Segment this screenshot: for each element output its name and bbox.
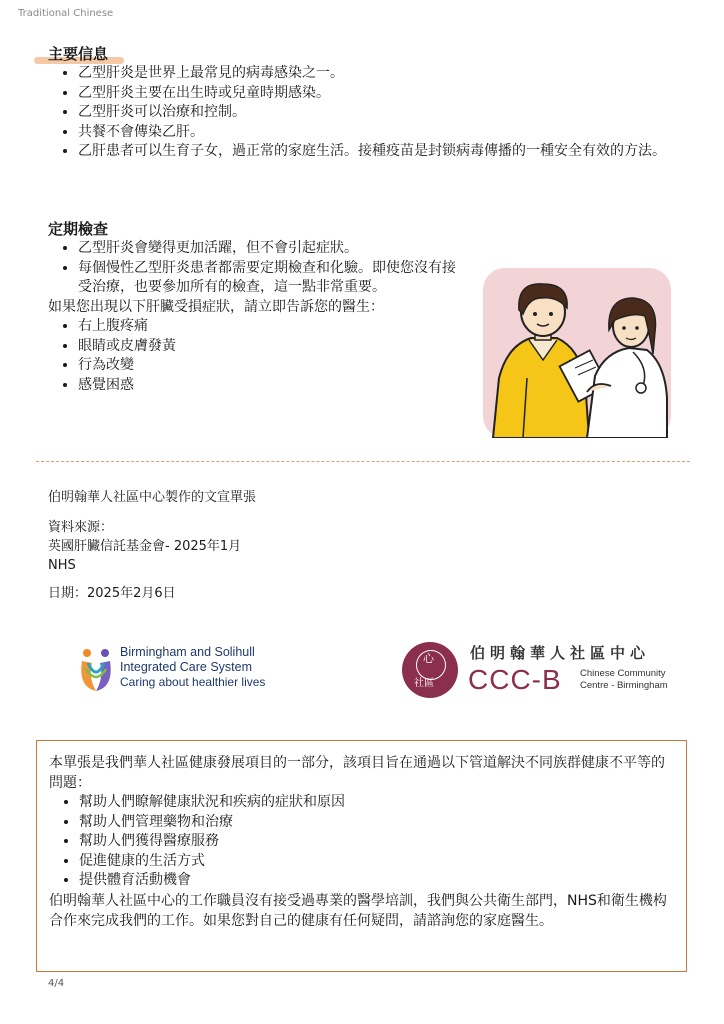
icb-line2: Integrated Care System <box>120 660 253 674</box>
language-label: Traditional Chinese <box>18 8 114 19</box>
symptoms-intro: 如果您出現以下肝臟受損症狀，請立即告訴您的醫生： <box>48 298 384 315</box>
source-item: NHS <box>48 558 76 573</box>
sources-label: 資料來源： <box>48 520 114 535</box>
cccb-logo <box>402 640 668 700</box>
page-number: 4/4 <box>48 978 65 989</box>
cccb-seal-icon <box>402 642 458 698</box>
leaflet-date: 日期：2025年2月6日 <box>48 586 176 601</box>
notice-box <box>36 740 687 972</box>
cccb-en-line2: Centre - Birmingham <box>580 680 668 691</box>
icb-line1: Birmingham and Solihull <box>120 645 255 659</box>
list-item: • 提供體育活動機會 <box>79 871 673 891</box>
icb-tagline: Caring about healthier lives <box>120 675 266 689</box>
key-info-section <box>48 44 666 162</box>
cccb-chinese-name: 伯明翰華人社區中心 <box>470 644 651 662</box>
seal-bottom-chars: 社區 <box>414 678 434 689</box>
doctor-patient-illustration <box>483 268 671 438</box>
list-item: • 每個慢性乙型肝炎患者都需要定期檢查和化驗。即使您沒有接受治療，也要參加所有的檢查，這一點非常重要。 <box>78 259 468 298</box>
key-info-title <box>48 44 108 64</box>
checkups-title: 定期檢查 <box>48 220 109 238</box>
icb-people-icon <box>78 647 114 693</box>
produced-by: 伯明翰華人社區中心製作的文宣單張 <box>48 490 257 505</box>
checkups-list <box>48 239 468 298</box>
key-info-title-text: 主要信息 <box>48 45 109 63</box>
list-item: • 共餐不會傳染乙肝。 <box>78 123 698 143</box>
cccb-abbr: CCC-B <box>468 664 562 695</box>
list-item: • 幫助人們獲得醫療服務 <box>79 832 673 852</box>
list-item: • 乙型肝炎是世界上最常見的病毒感染之一。 <box>78 64 698 84</box>
seal-top-char: 心 <box>423 652 434 665</box>
list-item: • 促進健康的生活方式 <box>79 852 673 872</box>
source-item: 英國肝臟信託基金會- 2025年1月 <box>48 539 242 554</box>
key-info-list <box>48 64 698 162</box>
section-divider <box>36 461 690 462</box>
list-item: • 乙肝患者可以生育子女，過正常的家庭生活。接種疫苗是封锁病毒傳播的一種安全有效的方法。 <box>78 142 678 162</box>
list-item: • 感覺困惑 <box>78 376 468 396</box>
symptoms-list <box>48 317 468 395</box>
list-item: • 乙型肝炎可以治療和控制。 <box>78 103 698 123</box>
list-item: • 幫助人們瞭解健康狀況和疾病的症狀和原因 <box>79 793 673 813</box>
list-item: • 眼睛或皮膚發黃 <box>78 337 468 357</box>
list-item: • 乙型肝炎主要在出生時或兒童時期感染。 <box>78 84 698 104</box>
notice-list <box>49 793 673 891</box>
list-item: • 右上腹疼痛 <box>78 317 468 337</box>
list-item: • 幫助人們管理藥物和治療 <box>79 813 673 833</box>
icb-logo-text <box>120 645 265 690</box>
notice-disclaimer: 伯明翰華人社區中心的工作職員沒有接受過專業的醫學培訓，我們與公共衛生部門，NHS和衛生機构合作來完成我們的工作。如果您對自己的健康有任何疑問，請諮詢您的家庭醫生。 <box>49 892 667 929</box>
list-item: • 行為改變 <box>78 356 468 376</box>
checkups-section <box>48 219 468 395</box>
list-item: • 乙型肝炎會變得更加活躍，但不會引起症狀。 <box>78 239 468 259</box>
icb-logo <box>78 645 278 697</box>
cccb-en-name <box>580 668 668 692</box>
notice-intro: 本單張是我們華人社區健康發展項目的一部分，該項目旨在通過以下管道解決不同族群健康不平等的問題： <box>49 755 665 791</box>
cccb-en-line1: Chinese Community <box>580 668 666 679</box>
